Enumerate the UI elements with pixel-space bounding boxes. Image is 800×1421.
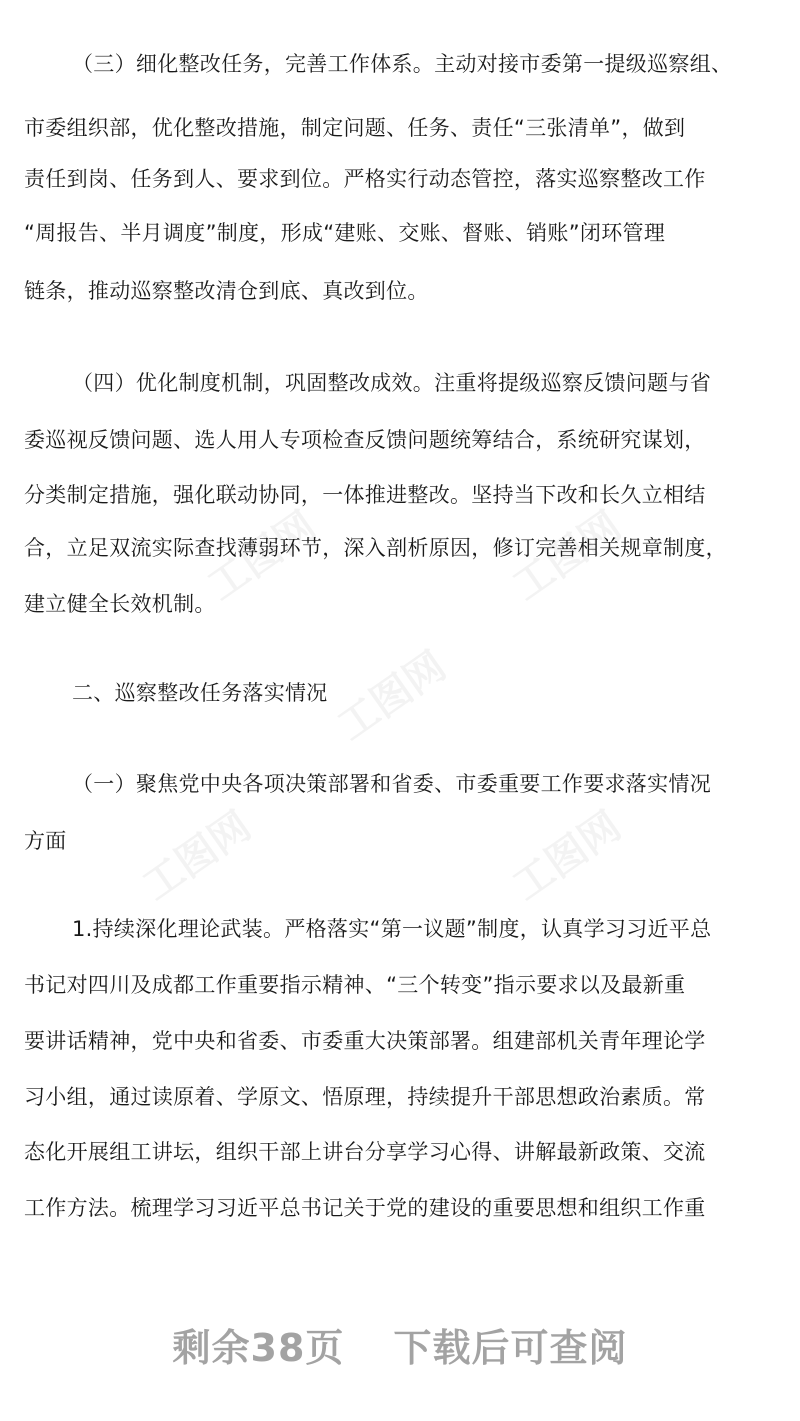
text-line: 方面 xyxy=(24,829,67,853)
text-line: 责任到岗、任务到人、要求到位。严格实行动态管控，落实巡察整改工作 xyxy=(24,167,706,191)
text-line: （一）聚焦党中央各项决策部署和省委、市委重要工作要求落实情况 xyxy=(72,772,711,796)
text-line: 合，立足双流实际查找薄弱环节，深入剖析原因，修订完善相关规章制度， xyxy=(24,536,727,560)
text-line: 1.持续深化理论武装。严格落实“第一议题”制度，认真学习习近平总 xyxy=(72,917,712,941)
download-banner[interactable] xyxy=(0,1318,800,1378)
text-line: 市委组织部，优化整改措施，制定问题、任务、责任“三张清单”，做到 xyxy=(24,116,686,140)
watermark: 工图网 xyxy=(504,503,630,610)
text-line: 习小组，通过读原着、学原文、悟原理，持续提升干部思想政治素质。常 xyxy=(24,1085,706,1109)
text-line: 要讲话精神，党中央和省委、市委重大决策部署。组建部机关青年理论学 xyxy=(24,1029,706,1053)
text-line: （三）细化整改任务，完善工作体系。主动对接市委第一提级巡察组、 xyxy=(72,52,733,76)
text-line: （四）优化制度机制，巩固整改成效。注重将提级巡察反馈问题与省 xyxy=(72,371,711,395)
watermark: 工图网 xyxy=(199,503,325,610)
text-line: “周报告、半月调度”制度，形成“建账、交账、督账、销账”闭环管理 xyxy=(24,221,666,245)
section-heading: 二、巡察整改任务落实情况 xyxy=(72,681,328,705)
download-hint-label[interactable]: 下载后可查阅 xyxy=(393,1326,628,1370)
text-line: 书记对四川及成都工作重要指示精神、“三个转变”指示要求以及最新重 xyxy=(24,973,686,997)
remaining-pages-label: 剩余38页 xyxy=(172,1326,345,1370)
watermark: 工图网 xyxy=(329,643,455,750)
text-line: 建立健全长效机制。 xyxy=(24,592,216,616)
text-line: 工作方法。梳理学习习近平总书记关于党的建设的重要思想和组织工作重 xyxy=(24,1196,706,1220)
text-line: 分类制定措施，强化联动协同，一体推进整改。坚持当下改和长久立相结 xyxy=(24,483,706,507)
watermark: 工图网 xyxy=(504,803,630,910)
text-line: 链条，推动巡察整改清仓到底、真改到位。 xyxy=(24,279,429,303)
watermark: 工图网 xyxy=(134,803,260,910)
text-line: 态化开展组工讲坛，组织干部上讲台分享学习心得、讲解最新政策、交流 xyxy=(24,1140,706,1164)
text-line: 委巡视反馈问题、选人用人专项检查反馈问题统筹结合，系统研究谋划， xyxy=(24,428,706,452)
